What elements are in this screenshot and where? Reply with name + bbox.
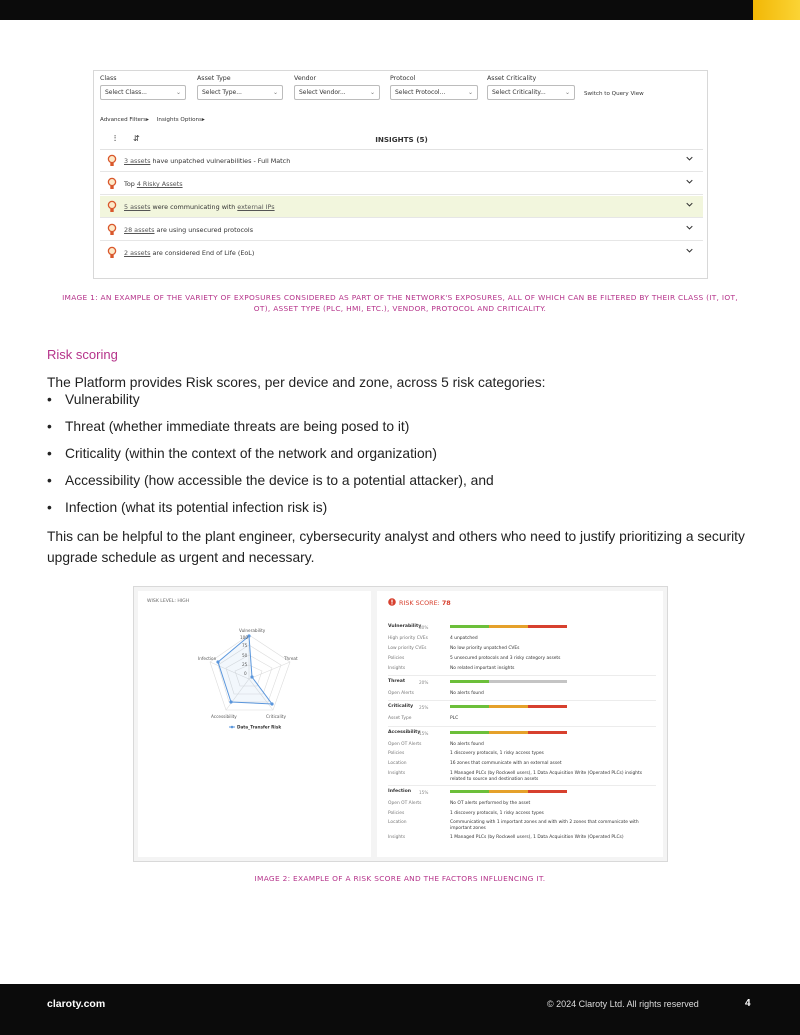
risk-factor-key: Policies — [388, 751, 405, 756]
risk-radar-panel — [138, 591, 371, 857]
filter-class — [100, 75, 186, 100]
lightbulb-icon — [106, 154, 118, 168]
risk-factor-key: Low priority CVEs — [388, 646, 427, 651]
filter-vendor — [294, 75, 380, 100]
chevron-down-icon[interactable] — [686, 201, 693, 208]
divider — [388, 675, 656, 676]
risk-score-label: RISK SCORE: — [399, 599, 442, 607]
bar-segment — [528, 731, 567, 734]
alert-icon — [388, 598, 396, 606]
insight-row[interactable] — [100, 196, 703, 218]
criticality-select[interactable] — [487, 85, 575, 100]
bar-segment — [450, 790, 489, 793]
tick-label: 0 — [244, 671, 247, 676]
bar-segment — [450, 705, 489, 708]
lightbulb-icon — [106, 246, 118, 260]
risk-category-name: Accessibility — [388, 730, 421, 735]
protocol-select[interactable] — [390, 85, 478, 100]
insight-text — [124, 203, 275, 211]
risk-category-bar — [450, 731, 567, 734]
sort-icon[interactable]: ⇵ — [133, 134, 140, 143]
filter-label: Asset Type — [197, 75, 231, 82]
select-placeholder: Select Vendor... — [299, 89, 346, 96]
divider — [388, 726, 656, 727]
axis-label-threat: Threat — [284, 656, 298, 661]
insight-desc: are considered End of Life (EoL) — [150, 249, 255, 257]
closing-paragraph: This can be helpful to the plant engineer, cybersecurity analyst and others who need to justify prioritizing a security upgrade schedule as urgent and necessary. — [47, 529, 745, 565]
bar-segment — [489, 731, 528, 734]
filter-label: Protocol — [390, 75, 416, 82]
chevron-down-icon[interactable] — [686, 178, 693, 185]
legend-marker — [231, 726, 234, 729]
page-footer — [0, 984, 800, 1035]
filter-options-row — [100, 117, 211, 123]
select-placeholder: Select Criticality... — [492, 89, 546, 96]
insight-text — [124, 180, 183, 188]
lightbulb-icon — [106, 177, 118, 191]
copyright: © 2024 Claroty Ltd. All rights reserved — [547, 999, 699, 1009]
risk-factor-value: No related important insights — [450, 666, 515, 671]
list-item: • Vulnerability — [47, 392, 494, 419]
select-placeholder: Select Protocol... — [395, 89, 446, 96]
insight-row[interactable] — [100, 173, 703, 195]
insight-link[interactable]: 2 assets — [124, 249, 151, 257]
risk-factor-value: PLC — [450, 716, 459, 721]
divider — [388, 700, 656, 701]
bar-segment — [528, 790, 567, 793]
insight-text — [124, 249, 254, 257]
risk-factor-key: High priority CVEs — [388, 636, 428, 641]
asset-type-select[interactable] — [197, 85, 283, 100]
insight-text — [124, 157, 290, 165]
risk-factor-value: No alerts found — [450, 742, 484, 747]
collapse-icon[interactable]: ⫶ — [114, 134, 116, 143]
lightbulb-icon — [106, 200, 118, 214]
image2-caption: IMAGE 2: EXAMPLE OF A RISK SCORE AND THE FACTORS INFLUENCING IT. — [254, 874, 546, 883]
risk-factor-value: No alerts found — [450, 691, 484, 696]
axis-label-criticality: Criticality — [266, 714, 286, 719]
chevron-down-icon[interactable] — [686, 224, 693, 231]
risk-factor-key: Policies — [388, 811, 405, 816]
risk-category-percent: 25% — [419, 704, 429, 710]
filter-asset-type — [197, 75, 283, 100]
risk-category-percent: 80% — [419, 624, 429, 630]
site-link[interactable]: claroty.com — [47, 998, 106, 1010]
insight-text — [124, 226, 253, 234]
brand-accent — [753, 0, 800, 20]
chevron-down-icon: ⌄ — [369, 89, 375, 96]
class-select[interactable] — [100, 85, 186, 100]
filter-label: Class — [100, 75, 117, 82]
bar-segment — [489, 625, 528, 628]
risk-factor-key: Insights — [388, 771, 406, 776]
chevron-down-icon: ⌄ — [272, 89, 278, 96]
bar-segment — [528, 680, 567, 683]
insights-header — [100, 129, 703, 150]
risk-factors-panel — [377, 591, 663, 857]
bar-segment — [528, 705, 567, 708]
chevron-down-icon[interactable] — [686, 155, 693, 162]
list-item: • Accessibility (how accessible the device is to a potential attacker), and — [47, 473, 494, 500]
bar-segment — [489, 680, 528, 683]
risk-factor-value: Communicating with 1 important zones and with with 2 zones that communicate with important zones — [450, 820, 639, 831]
point-criticality — [270, 702, 273, 705]
risk-category-bar — [450, 680, 567, 683]
insight-row[interactable] — [100, 242, 703, 264]
insight-link[interactable]: 4 Risky Assets — [136, 180, 183, 188]
risk-factor-value: 1 Managed PLCs (by Rockwell users), 1 Data Acquisition Write (Operated PLCs) insights related to source and destination assets — [450, 771, 643, 782]
page-number: 4 — [745, 998, 751, 1009]
point-accessibility — [229, 700, 232, 703]
insight-desc: have unpatched vulnerabilities - Full Match — [150, 157, 291, 165]
risk-factor-value: 1 Managed PLCs (by Rockwell users), 1 Data Acquisition Write (Operated PLCs) — [450, 835, 624, 840]
risk-factor-key: Open Alerts — [388, 691, 414, 696]
chevron-down-icon[interactable] — [686, 247, 693, 254]
radar-chart — [138, 591, 371, 857]
risk-factor-key: Insights — [388, 666, 406, 671]
insight-desc: are using unsecured protocols — [154, 226, 254, 234]
legend-label: Data_Transfer Risk — [237, 724, 282, 730]
risk-factor-key: Open OT Alerts — [388, 801, 422, 806]
bar-segment — [450, 625, 489, 628]
select-placeholder: Select Class... — [105, 89, 147, 96]
risk-category-bar — [450, 705, 567, 708]
risk-score-screenshot — [133, 586, 668, 862]
axis-label-accessibility: Accessibility — [211, 714, 237, 719]
risk-category-percent: 15% — [419, 789, 429, 795]
chevron-down-icon: ⌄ — [175, 89, 181, 96]
filter-protocol — [390, 75, 478, 100]
risk-factor-value: 1 discovery protocols, 1 risky access types — [450, 751, 544, 756]
risk-score-value: 78 — [441, 599, 451, 607]
insight-desc: were communicating with — [150, 203, 238, 211]
risk-factor-key: Asset Type — [388, 716, 412, 721]
risk-category-name: Threat — [388, 679, 406, 684]
risk-category-name: Infection — [388, 789, 412, 794]
risk-categories-list — [47, 392, 494, 527]
risk-factor-key: Location — [388, 761, 407, 766]
tick-label: 100 — [240, 635, 248, 640]
risk-factor-value: 5 unsecured protocols and 3 risky category assets — [450, 656, 561, 661]
axis-label-infection: Infection — [198, 656, 217, 661]
chevron-down-icon: ⌄ — [467, 89, 473, 96]
risk-factor-value: No low priority unpatched CVEs — [450, 646, 520, 651]
tick-label: 25 — [242, 662, 248, 667]
insight-row[interactable] — [100, 150, 703, 172]
point-infection — [216, 660, 219, 663]
insights-options-link[interactable]: Insights Options▸ — [156, 117, 205, 123]
divider — [388, 785, 656, 786]
list-item: • Criticality (within the context of the network and organization) — [47, 446, 494, 473]
section-heading: Risk scoring — [47, 347, 118, 362]
insights-title: INSIGHTS (5) — [375, 135, 428, 144]
risk-category-bar — [450, 790, 567, 793]
image1-caption: IMAGE 1: AN EXAMPLE OF THE VARIETY OF EXPOSURES CONSIDERED AS PART OF THE NETWORK'S EXPOSURES, ALL OF WHICH CAN BE FILTERED BY THEIR CLASS (IT, IOT, OT), ASSET TYPE (PLC, HMI, ETC.), VENDOR, PROTOCOL AND CRITICALITY. — [62, 293, 738, 313]
bar-segment — [489, 705, 528, 708]
list-item: • Threat (whether immediate threats are being posed to it) — [47, 419, 494, 446]
chevron-down-icon: ⌄ — [564, 89, 570, 96]
point-threat — [250, 675, 253, 678]
insight-link[interactable]: 5 assets — [124, 203, 151, 211]
list-item: • Infection (what its potential infection risk is) — [47, 500, 494, 527]
risk-score — [399, 599, 451, 607]
filter-label: Vendor — [294, 75, 317, 82]
insight-row[interactable] — [100, 219, 703, 241]
advanced-filters-link[interactable]: Advanced Filters▸ — [100, 117, 149, 123]
risk-category-bar — [450, 625, 567, 628]
tick-label: 75 — [242, 643, 248, 648]
risk-level-label: WISK LEVEL: HIGH — [147, 599, 190, 604]
risk-factor-key: Location — [388, 820, 407, 825]
risk-factor-key: Policies — [388, 656, 405, 661]
risk-factor-key: Insights — [388, 835, 406, 840]
bar-segment — [450, 680, 489, 683]
lightbulb-icon — [106, 223, 118, 237]
insight-link[interactable]: 28 assets — [124, 226, 155, 234]
tick-label: 50 — [242, 653, 248, 658]
switch-query-link[interactable]: Switch to Query View — [584, 91, 644, 97]
risk-category-name: Vulnerability — [388, 624, 422, 629]
filter-label: Asset Criticality — [487, 75, 537, 82]
insight-link[interactable]: 3 assets — [124, 157, 151, 165]
insight-link-2[interactable]: external IPs — [237, 203, 275, 211]
vendor-select[interactable] — [294, 85, 380, 100]
filter-criticality — [487, 75, 575, 100]
risk-category-name: Criticality — [388, 704, 414, 709]
insight-prefix: Top — [124, 180, 137, 188]
intro-paragraph: The Platform provides Risk scores, per device and zone, across 5 risk categories: — [47, 375, 546, 390]
risk-factor-value: 16 zones that communicate with an external asset — [450, 761, 562, 766]
bar-segment — [528, 625, 567, 628]
insights-screenshot — [93, 70, 708, 279]
risk-factor-key: Open OT Alerts — [388, 742, 422, 747]
select-placeholder: Select Type... — [202, 89, 242, 96]
top-bar — [0, 0, 800, 20]
risk-factor-value: 1 discovery protocols, 1 risky access types — [450, 811, 544, 816]
bar-segment — [489, 790, 528, 793]
risk-factor-value: No OT alerts performed by the asset — [450, 801, 531, 806]
risk-category-percent: 20% — [419, 679, 429, 685]
bar-segment — [450, 731, 489, 734]
risk-factor-value: 4 unpatched — [450, 636, 478, 641]
risk-category-percent: 15% — [419, 730, 429, 736]
axis-label-vulnerability: Vulnerability — [239, 628, 266, 633]
